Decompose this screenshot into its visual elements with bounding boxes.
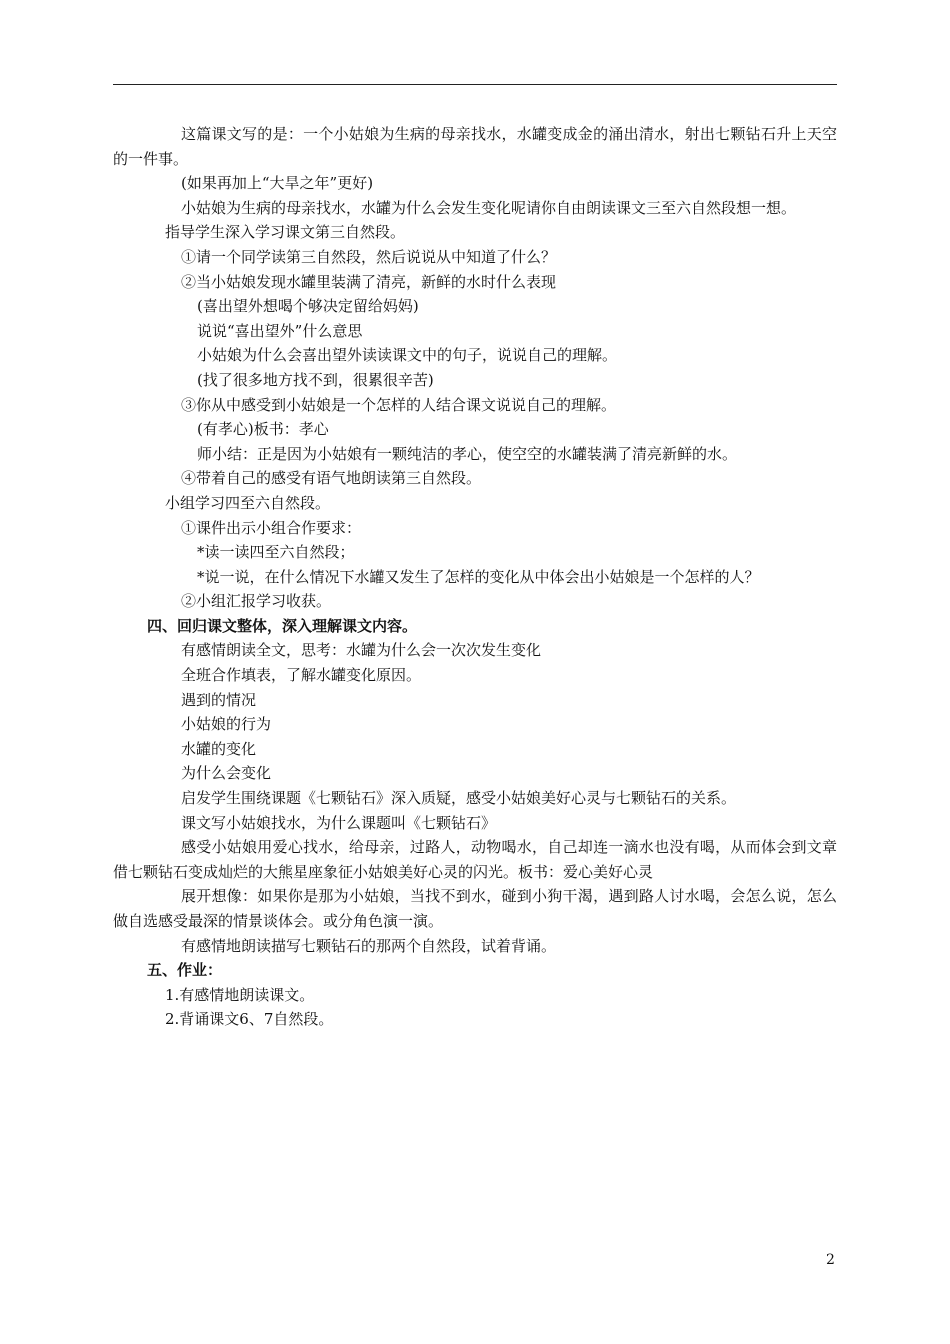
header-rule xyxy=(113,84,837,85)
paragraph-line: 2.背诵课文6、7自然段。 xyxy=(165,1010,334,1029)
paragraph-line: ②小组汇报学习收获。 xyxy=(181,592,332,611)
paragraph-line: (喜出望外想喝个够决定留给妈妈) xyxy=(197,297,419,316)
section-heading: 四、回归课文整体，深入理解课文内容。 xyxy=(147,616,418,635)
paragraph-line: 为什么会变化 xyxy=(181,764,272,783)
paragraph-line: *说一说，在什么情况下水罐又发生了怎样的变化从中体会出小姑娘是一个怎样的人？ xyxy=(197,567,760,586)
paragraph-line: 水罐的变化 xyxy=(181,739,257,758)
paragraph-line: ①请一个同学读第三自然段，然后说说从中知道了什么？ xyxy=(181,247,557,266)
paragraph-line: 启发学生围绕课题《七颗钻石》深入质疑，感受小姑娘美好心灵与七颗钻石的关系。 xyxy=(181,789,737,808)
paragraph-line: 小组学习四至六自然段。 xyxy=(165,493,331,512)
document-body xyxy=(113,122,837,1032)
paragraph-line: (如果再加上“大旱之年”更好) xyxy=(181,174,374,193)
paragraph-line: 展开想像：如果你是那为小姑娘，当找不到水，碰到小狗干渴，遇到路人讨水喝，会怎么说，怎么做自选感受最深的情景谈体会。或分角色演一演。 xyxy=(113,887,837,930)
paragraph-line: 有感情朗读全文，思考：水罐为什么会一次次发生变化 xyxy=(181,641,542,660)
paragraph-line: 师小结：正是因为小姑娘有一颗纯洁的孝心，使空空的水罐装满了清亮新鲜的水。 xyxy=(197,444,738,463)
paragraph-line: *读一读四至六自然段； xyxy=(197,543,355,562)
paragraph-line: 1.有感情地朗读课文。 xyxy=(165,985,315,1004)
paragraph-line: (有孝心)板书：孝心 xyxy=(197,420,329,439)
section-heading: 五、作业： xyxy=(147,961,223,980)
page-number: 2 xyxy=(826,1252,835,1268)
paragraph-line: ②当小姑娘发现水罐里装满了清亮，新鲜的水时什么表现 xyxy=(181,272,557,291)
paragraph-line: 遇到的情况 xyxy=(181,690,257,709)
paragraph-line: (找了很多地方找不到，很累很辛苦) xyxy=(197,370,434,389)
paragraph-line: 课文写小姑娘找水，为什么课题叫《七颗钻石》 xyxy=(181,813,497,832)
paragraph-line: 指导学生深入学习课文第三自然段。 xyxy=(165,223,406,242)
paragraph-line: 说说“喜出望外”什么意思 xyxy=(197,321,363,340)
paragraph-line: 感受小姑娘用爱心找水，给母亲，过路人，动物喝水，自己却连一滴水也没有喝，从而体会到文章借七颗钻石变成灿烂的大熊星座象征小姑娘美好心灵的闪光。板书：爱心美好心灵 xyxy=(113,838,837,881)
paragraph-line: ④带着自己的感受有语气地朗读第三自然段。 xyxy=(181,469,482,488)
paragraph-line: ①课件出示小组合作要求： xyxy=(181,518,362,537)
paragraph-line: ③你从中感受到小姑娘是一个怎样的人结合课文说说自己的理解。 xyxy=(181,395,617,414)
paragraph-line: 这篇课文写的是：一个小姑娘为生病的母亲找水，水罐变成金的涌出清水，射出七颗钻石升上天空的一件事。 xyxy=(113,125,837,168)
paragraph-line: 有感情地朗读描写七颗钻石的那两个自然段，试着背诵。 xyxy=(181,936,557,955)
paragraph-line: 小姑娘为什么会喜出望外读读课文中的句子，说说自己的理解。 xyxy=(197,346,618,365)
paragraph-line: 小姑娘的行为 xyxy=(181,715,272,734)
paragraph-line: 全班合作填表，了解水罐变化原因。 xyxy=(181,666,422,685)
paragraph-line: 小姑娘为生病的母亲找水，水罐为什么会发生变化呢请你自由朗读课文三至六自然段想一想。 xyxy=(181,198,797,217)
